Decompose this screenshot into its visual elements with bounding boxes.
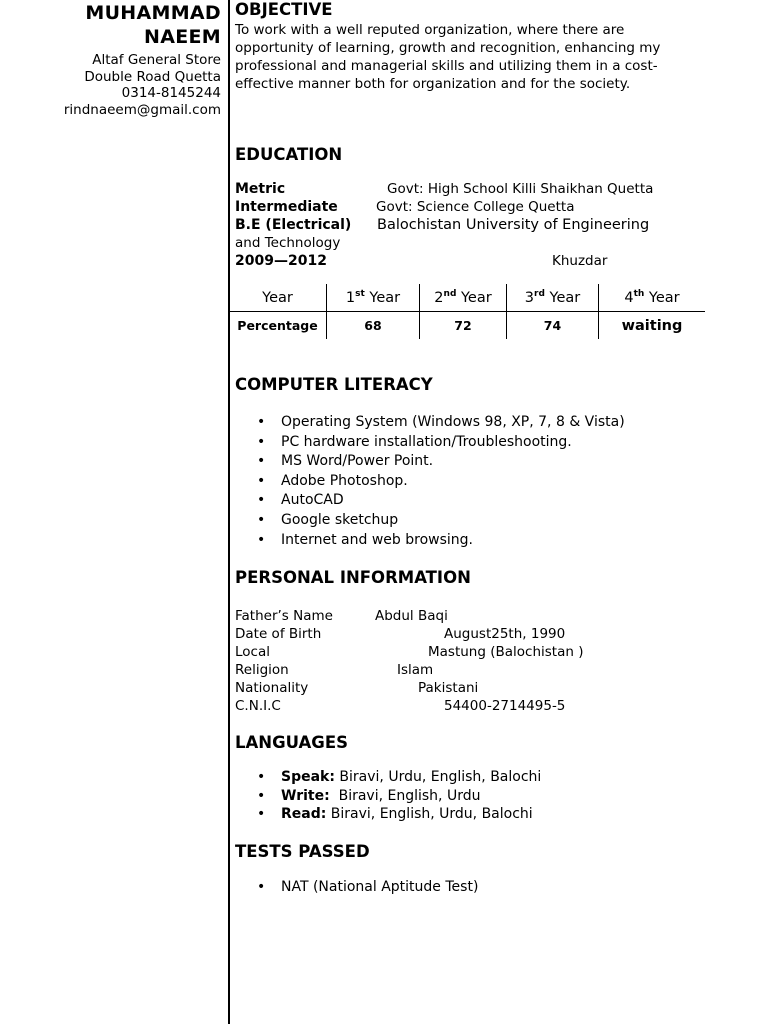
grades-table — [229, 284, 705, 339]
row-label: Percentage — [237, 318, 318, 333]
objective-heading: OBJECTIVE — [235, 0, 333, 19]
contact-sidebar — [0, 0, 221, 118]
cnic-value: 54400-2714495-5 — [444, 698, 566, 714]
table-header-3rd: 3rd Year — [507, 284, 599, 312]
email-address[interactable]: rindnaeem@gmail.com — [63, 101, 221, 118]
percentage-4th: waiting — [599, 312, 706, 340]
list-item: • Internet and web browsing. — [281, 531, 625, 551]
personal-info-heading: PERSONAL INFORMATION — [235, 568, 471, 587]
language-label-write: Write: — [281, 787, 330, 804]
computer-literacy-heading: COMPUTER LITERACY — [235, 375, 433, 394]
list-item: • Write: Biravi, English, Urdu — [281, 787, 541, 806]
cnic-label: C.N.I.C — [235, 698, 281, 714]
tests-list — [235, 878, 478, 898]
percentage-1st: 68 — [327, 312, 420, 340]
contact-details — [0, 52, 221, 118]
table-header-row — [229, 284, 705, 312]
intermediate-value: Govt: Science College Quetta — [376, 199, 575, 215]
education-heading: EDUCATION — [235, 145, 343, 164]
objective-text: To work with a well reputed organization, where there are opportunity of learning, growth and recognition, enhancing my professional and managerial skills and utilizing them in a cost-effective manner both for organization and for the society. — [235, 22, 661, 92]
nationality-label: Nationality — [235, 680, 309, 696]
local-label: Local — [235, 644, 270, 660]
address-line-2: Double Road Quetta — [84, 68, 221, 85]
computer-skills-list — [235, 413, 625, 550]
list-item: • PC hardware installation/Troubleshooting. — [281, 433, 625, 453]
tests-heading: TESTS PASSED — [235, 842, 370, 861]
phone-number: 0314-8145244 — [121, 85, 221, 101]
table-row — [229, 312, 705, 340]
religion-label: Religion — [235, 662, 289, 678]
list-item: • Read: Biravi, English, Urdu, Balochi — [281, 805, 541, 824]
list-item: • MS Word/Power Point. — [281, 452, 625, 472]
list-item: • Speak: Biravi, Urdu, English, Balochi — [281, 768, 541, 787]
university-city: Khuzdar — [552, 253, 608, 269]
local-value: Mastung (Balochistan ) — [428, 644, 584, 660]
column-divider — [228, 0, 230, 1024]
languages-list — [235, 768, 541, 824]
be-label: B.E (Electrical) — [235, 217, 352, 233]
dob-label: Date of Birth — [235, 626, 322, 642]
language-label-read: Read: — [281, 806, 327, 822]
table-header-year: Year — [229, 284, 327, 312]
father-name-label: Father’s Name — [235, 608, 333, 624]
candidate-name: MUHAMMAD NAEEM — [85, 2, 221, 48]
list-item: • Google sketchup — [281, 511, 625, 531]
list-item: • NAT (National Aptitude Test) — [281, 878, 478, 898]
languages-heading: LANGUAGES — [235, 733, 348, 752]
nationality-value: Pakistani — [418, 680, 479, 696]
table-header-4th: 4th Year — [599, 284, 706, 312]
percentage-3rd: 74 — [507, 312, 599, 340]
metric-value: Govt: High School Killi Shaikhan Quetta — [387, 181, 654, 197]
table-header-1st: 1st Year — [327, 284, 420, 312]
intermediate-label: Intermediate — [235, 199, 338, 215]
father-name-value: Abdul Baqi — [375, 608, 448, 624]
be-value: Balochistan University of Engineering — [377, 217, 650, 233]
be-continuation: and Technology — [235, 235, 341, 251]
list-item: • Operating System (Windows 98, XP, 7, 8 & Vista) — [281, 413, 625, 433]
metric-label: Metric — [235, 181, 286, 197]
address-line-1: Altaf General Store — [92, 52, 221, 68]
language-label-speak: Speak: — [281, 769, 335, 785]
list-item: • Adobe Photoshop. — [281, 472, 625, 492]
religion-value: Islam — [397, 662, 434, 678]
list-item: • AutoCAD — [281, 491, 625, 511]
dob-value: August25th, 1990 — [444, 626, 566, 642]
table-header-2nd: 2nd Year — [420, 284, 507, 312]
percentage-2nd: 72 — [420, 312, 507, 340]
study-years: 2009—2012 — [235, 253, 327, 269]
